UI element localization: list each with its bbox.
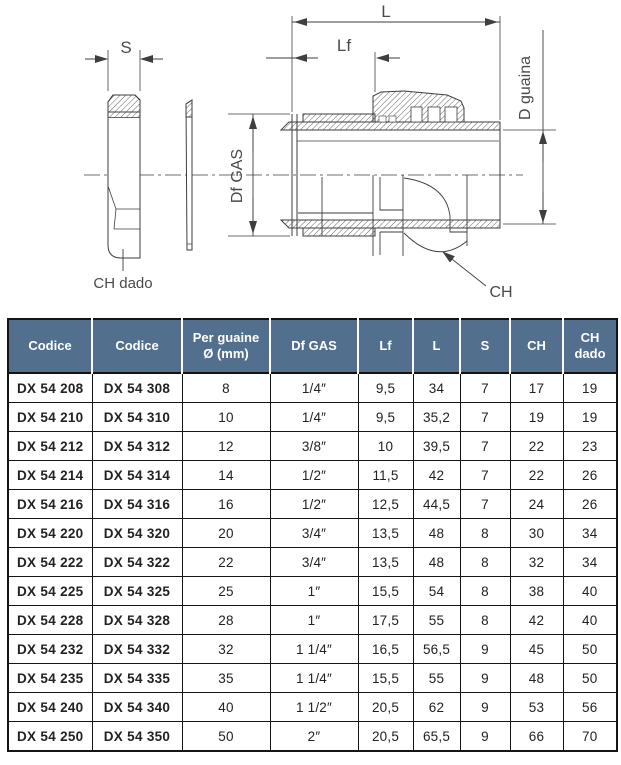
codice-cell: DX 54 322	[92, 548, 182, 577]
value-cell: 16,5	[358, 635, 413, 664]
value-cell: 53	[510, 693, 563, 722]
codice-cell: DX 54 332	[92, 635, 182, 664]
value-cell: 50	[563, 635, 617, 664]
value-cell: 3/4″	[270, 548, 358, 577]
value-cell: 9,5	[358, 373, 413, 403]
codice-cell: DX 54 208	[8, 373, 92, 403]
table-row	[8, 693, 617, 722]
value-cell: 8	[460, 577, 510, 606]
value-cell: 22	[182, 548, 270, 577]
column-header: Codice	[92, 319, 182, 373]
value-cell: 19	[510, 403, 563, 432]
value-cell: 42	[510, 606, 563, 635]
column-header: L	[413, 319, 460, 373]
value-cell: 48	[413, 519, 460, 548]
dim-label-lf: Lf	[336, 36, 352, 55]
value-cell: 55	[413, 664, 460, 693]
thread-band-bottom	[303, 228, 375, 236]
value-cell: 9	[460, 722, 510, 752]
value-cell: 7	[460, 490, 510, 519]
nut-side-view	[108, 95, 140, 258]
value-cell: 9	[460, 635, 510, 664]
codice-cell: DX 54 350	[92, 722, 182, 752]
codice-cell: DX 54 216	[8, 490, 92, 519]
value-cell: 1″	[270, 606, 358, 635]
value-cell: 12,5	[358, 490, 413, 519]
value-cell: 8	[182, 373, 270, 403]
washer-view	[186, 100, 192, 250]
codice-cell: DX 54 308	[92, 373, 182, 403]
seal-detail	[379, 116, 386, 122]
value-cell: 2″	[270, 722, 358, 752]
value-cell: 66	[510, 722, 563, 752]
table-row	[8, 403, 617, 432]
value-cell: 35	[182, 664, 270, 693]
value-cell: 32	[510, 548, 563, 577]
table-row	[8, 432, 617, 461]
table-row	[8, 548, 617, 577]
value-cell: 34	[563, 548, 617, 577]
value-cell: 20	[182, 519, 270, 548]
value-cell: 65,5	[413, 722, 460, 752]
value-cell: 62	[413, 693, 460, 722]
value-cell: 15,5	[358, 577, 413, 606]
value-cell: 24	[510, 490, 563, 519]
value-cell: 20,5	[358, 693, 413, 722]
value-cell: 22	[510, 432, 563, 461]
value-cell: 17,5	[358, 606, 413, 635]
value-cell: 1 1/4″	[270, 635, 358, 664]
value-cell: 26	[563, 461, 617, 490]
value-cell: 17	[510, 373, 563, 403]
value-cell: 7	[460, 432, 510, 461]
thread-band-top	[303, 114, 375, 122]
value-cell: 16	[182, 490, 270, 519]
codice-cell: DX 54 314	[92, 461, 182, 490]
value-cell: 42	[413, 461, 460, 490]
value-cell: 23	[563, 432, 617, 461]
dim-label-s: S	[120, 38, 132, 57]
codice-cell: DX 54 325	[92, 577, 182, 606]
dim-label-d-guaina: D guaina	[517, 55, 534, 121]
value-cell: 1/4″	[270, 403, 358, 432]
value-cell: 54	[413, 577, 460, 606]
value-cell: 9	[460, 664, 510, 693]
dim-label-df-gas: Df GAS	[229, 148, 246, 204]
codice-cell: DX 54 328	[92, 606, 182, 635]
codice-cell: DX 54 212	[8, 432, 92, 461]
codice-cell: DX 54 235	[8, 664, 92, 693]
table-row	[8, 461, 617, 490]
spec-table	[7, 318, 618, 752]
value-cell: 1/4″	[270, 373, 358, 403]
value-cell: 1/2″	[270, 461, 358, 490]
value-cell: 38	[510, 577, 563, 606]
value-cell: 50	[182, 722, 270, 752]
value-cell: 40	[182, 693, 270, 722]
codice-cell: DX 54 316	[92, 490, 182, 519]
value-cell: 28	[182, 606, 270, 635]
codice-cell: DX 54 210	[8, 403, 92, 432]
codice-cell: DX 54 312	[92, 432, 182, 461]
codice-cell: DX 54 220	[8, 519, 92, 548]
table-row	[8, 635, 617, 664]
value-cell: 11,5	[358, 461, 413, 490]
table-body	[8, 373, 617, 751]
label-ch-dado: CH dado	[93, 275, 153, 292]
value-cell: 3/8″	[270, 432, 358, 461]
value-cell: 56,5	[413, 635, 460, 664]
codice-cell: DX 54 222	[8, 548, 92, 577]
dim-label-l: L	[381, 2, 391, 21]
value-cell: 40	[563, 606, 617, 635]
value-cell: 22	[510, 461, 563, 490]
value-cell: 48	[510, 664, 563, 693]
value-cell: 9,5	[358, 403, 413, 432]
column-header: Per guaine Ø (mm)	[182, 319, 270, 373]
value-cell: 13,5	[358, 519, 413, 548]
value-cell: 30	[510, 519, 563, 548]
codice-cell: DX 54 228	[8, 606, 92, 635]
value-cell: 8	[460, 519, 510, 548]
value-cell: 9	[460, 693, 510, 722]
value-cell: 15,5	[358, 664, 413, 693]
column-header: S	[460, 319, 510, 373]
value-cell: 44,5	[413, 490, 460, 519]
value-cell: 14	[182, 461, 270, 490]
table-row	[8, 577, 617, 606]
codice-cell: DX 54 225	[8, 577, 92, 606]
dim-lf	[266, 52, 400, 92]
column-header: CH	[510, 319, 563, 373]
value-cell: 39,5	[413, 432, 460, 461]
table-row	[8, 490, 617, 519]
value-cell: 48	[413, 548, 460, 577]
value-cell: 70	[563, 722, 617, 752]
value-cell: 1/2″	[270, 490, 358, 519]
value-cell: 1 1/4″	[270, 664, 358, 693]
value-cell: 1 1/2″	[270, 693, 358, 722]
table-row	[8, 606, 617, 635]
value-cell: 10	[182, 403, 270, 432]
codice-cell: DX 54 232	[8, 635, 92, 664]
value-cell: 32	[182, 635, 270, 664]
ch-leader-line	[443, 252, 486, 286]
column-header: Df GAS	[270, 319, 358, 373]
value-cell: 7	[460, 373, 510, 403]
value-cell: 56	[563, 693, 617, 722]
codice-cell: DX 54 250	[8, 722, 92, 752]
codice-cell: DX 54 340	[92, 693, 182, 722]
codice-cell: DX 54 310	[92, 403, 182, 432]
column-header: Lf	[358, 319, 413, 373]
value-cell: 7	[460, 403, 510, 432]
column-header: Codice	[8, 319, 92, 373]
table-row	[8, 373, 617, 403]
seal-detail	[389, 116, 396, 122]
column-header: CH dado	[563, 319, 617, 373]
value-cell: 1″	[270, 577, 358, 606]
value-cell: 26	[563, 490, 617, 519]
value-cell: 19	[563, 373, 617, 403]
value-cell: 35,2	[413, 403, 460, 432]
header-row	[8, 319, 617, 373]
value-cell: 8	[460, 548, 510, 577]
value-cell: 10	[358, 432, 413, 461]
value-cell: 19	[563, 403, 617, 432]
codice-cell: DX 54 240	[8, 693, 92, 722]
value-cell: 20,5	[358, 722, 413, 752]
value-cell: 34	[413, 373, 460, 403]
value-cell: 45	[510, 635, 563, 664]
codice-cell: DX 54 335	[92, 664, 182, 693]
value-cell: 7	[460, 461, 510, 490]
hex-flats	[298, 175, 467, 256]
value-cell: 8	[460, 606, 510, 635]
value-cell: 34	[563, 519, 617, 548]
value-cell: 3/4″	[270, 519, 358, 548]
table-row	[8, 664, 617, 693]
technical-drawing	[0, 0, 621, 312]
codice-cell: DX 54 320	[92, 519, 182, 548]
table-row	[8, 722, 617, 752]
value-cell: 50	[563, 664, 617, 693]
value-cell: 12	[182, 432, 270, 461]
value-cell: 40	[563, 577, 617, 606]
value-cell: 25	[182, 577, 270, 606]
value-cell: 55	[413, 606, 460, 635]
label-ch: CH	[489, 284, 513, 301]
codice-cell: DX 54 214	[8, 461, 92, 490]
value-cell: 13,5	[358, 548, 413, 577]
table-row	[8, 519, 617, 548]
gland-body-view	[281, 91, 500, 256]
